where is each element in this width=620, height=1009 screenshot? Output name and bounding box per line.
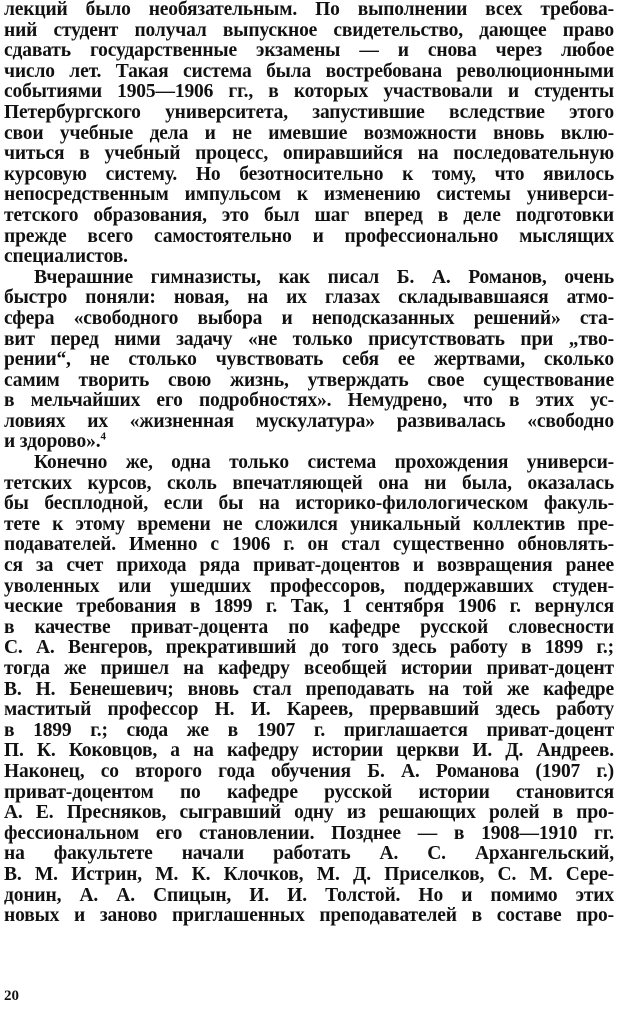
text-line xyxy=(4,0,614,21)
page-number: 20 xyxy=(4,988,19,1004)
text-line xyxy=(4,144,614,165)
text-line-content: бы бесплодной, если бы на историко-филологическом факуль- xyxy=(4,493,614,515)
text-line-content: событиями 1905—1906 гг., в которых участвовали и студенты xyxy=(4,81,614,103)
text-line-content: донин, А. А. Спицын, И. И. Толстой. Но и помимо этих xyxy=(4,884,614,906)
text-line-content: А. Е. Пресняков, сыгравший одну из решающих ролей в про- xyxy=(4,802,614,824)
text-line xyxy=(4,309,614,330)
text-line-content: вит перед ними задачу «не только присутствовать при „тво- xyxy=(4,328,614,350)
text-line xyxy=(4,391,614,412)
text-line xyxy=(4,247,614,268)
text-line-content: быстро поняли: новая, на их глазах складывавшаяся атмо- xyxy=(4,287,614,309)
text-line xyxy=(4,124,614,145)
text-line xyxy=(4,206,614,227)
text-line xyxy=(4,371,614,392)
text-line xyxy=(4,494,614,515)
page-text xyxy=(4,0,614,927)
text-line xyxy=(4,886,614,907)
text-line xyxy=(4,288,614,309)
text-line-content: сфера «свободного выбора и неподсказанных решений» ста- xyxy=(4,307,614,329)
text-line xyxy=(4,700,614,721)
text-line-content: читься в учебный процесс, опиравшийся на последовательную xyxy=(4,143,614,165)
text-line-content: маститый профессор Н. И. Кареев, прервавший здесь работу xyxy=(4,699,614,721)
text-line-content: лекций было необязательным. По выполнении всех требова- xyxy=(4,0,614,20)
text-line xyxy=(4,227,614,248)
text-line-content: В. М. Истрин, М. К. Клочков, М. Д. Приселков, С. М. Сере- xyxy=(4,863,614,885)
text-line xyxy=(4,62,614,83)
text-line xyxy=(4,556,614,577)
text-line-content: С. А. Венгеров, прекративший до того здесь работу в 1899 г.; xyxy=(4,637,614,659)
text-line xyxy=(4,535,614,556)
text-line-content: тетских курсов, сколь впечатляющей она ни была, оказалась xyxy=(4,472,614,494)
text-line-content: Вчерашние гимназисты, как писал Б. А. Романов, очень xyxy=(34,266,614,288)
text-line-content: ся за счет прихода ряда приват-доцентов и возвращения ранее xyxy=(4,555,614,577)
text-line xyxy=(4,268,614,289)
text-line xyxy=(4,185,614,206)
text-line-content: и здорово». xyxy=(4,431,101,453)
text-line-content: П. К. Коковцов, а на кафедру истории церкви И. Д. Андреев. xyxy=(4,740,614,762)
text-line-content: ний студент получал выпускное свидетельство, дающее право xyxy=(4,19,614,41)
text-line xyxy=(4,659,614,680)
text-line-content: число лет. Такая система была востребована революционными xyxy=(4,60,614,82)
text-line xyxy=(4,844,614,865)
text-line xyxy=(4,330,614,351)
text-line-content: самим творить свою жизнь, утверждать свое существование xyxy=(4,369,614,391)
text-line-content: тете к этому времени не сложился уникальный коллектив пре- xyxy=(4,513,614,535)
text-line xyxy=(4,741,614,762)
text-line xyxy=(4,432,614,453)
text-line-content: рении“, не столько чувствовать себя ее жертвами, сколько xyxy=(4,349,614,371)
paragraph xyxy=(4,268,614,453)
text-line xyxy=(4,906,614,927)
paragraph xyxy=(4,0,614,268)
text-line xyxy=(4,82,614,103)
text-line-content: Петербургского университета, запустившие вследствие этого xyxy=(4,101,614,123)
text-line-content: Наконец, со второго года обучения Б. А. Романова (1907 г.) xyxy=(4,760,614,782)
text-line-content: Конечно же, одна только система прохождения универси- xyxy=(34,452,614,474)
text-line xyxy=(4,474,614,495)
text-line xyxy=(4,618,614,639)
text-line-content: в 1899 г.; сюда же в 1907 г. приглашается приват-доцент xyxy=(4,719,614,741)
text-line-content: подавателей. Именно с 1906 г. он стал существенно обновлять- xyxy=(4,534,614,556)
text-line-content: непосредственным импульсом к изменению системы универси- xyxy=(4,184,614,206)
text-line xyxy=(4,515,614,536)
text-line-content: фессиональном его становлении. Позднее — в 1908—1910 гг. xyxy=(4,822,614,844)
text-line xyxy=(4,165,614,186)
text-line-content: новых и заново приглашенных преподавателей в составе про- xyxy=(4,905,614,927)
footnote-reference[interactable]: 4 xyxy=(100,430,106,443)
text-line xyxy=(4,721,614,742)
text-line-content: приват-доцентом по кафедре русской истории становится xyxy=(4,781,614,803)
text-line xyxy=(4,597,614,618)
text-line xyxy=(4,103,614,124)
text-line-content: тетского образования, это был шаг вперед в деле подготовки xyxy=(4,204,614,226)
text-line xyxy=(4,638,614,659)
text-line xyxy=(4,762,614,783)
text-line xyxy=(4,350,614,371)
text-line-content: ческие требования в 1899 г. Так, 1 сентября 1906 г. вернулся xyxy=(4,596,614,618)
text-line-content: свои учебные дела и не имевшие возможности вновь вклю- xyxy=(4,122,614,144)
paragraph xyxy=(4,453,614,927)
text-line xyxy=(4,577,614,598)
text-line-content: тогда же пришел на кафедру всеобщей истории приват-доцент xyxy=(4,658,614,679)
text-line xyxy=(4,21,614,42)
text-line-content: в мельчайших его подробностях». Немудрено, что в этих ус- xyxy=(4,390,614,412)
text-line xyxy=(4,783,614,804)
text-line xyxy=(4,865,614,886)
text-line-content: уволенных или ушедших профессоров, поддержавших студен- xyxy=(4,575,614,597)
text-line-content: В. Н. Бенешевич; вновь стал преподавать на той же кафедре xyxy=(4,678,614,700)
text-line-content: курсовую систему. Но безотносительно к тому, что явилось xyxy=(4,163,614,185)
text-line xyxy=(4,41,614,62)
text-line xyxy=(4,453,614,474)
text-line xyxy=(4,824,614,845)
text-line-content: на факультете начали работать А. С. Архангельский, xyxy=(4,843,614,865)
text-line-content: в качестве приват-доцента по кафедре русской словесности xyxy=(4,616,614,638)
text-line xyxy=(4,803,614,824)
text-line-content: сдавать государственные экзамены — и снова через любое xyxy=(4,40,614,62)
text-line xyxy=(4,680,614,701)
text-line-content: прежде всего самостоятельно и профессионально мыслящих xyxy=(4,225,614,247)
text-line xyxy=(4,412,614,433)
text-line-content: специалистов. xyxy=(4,246,128,268)
text-line-content: ловиях их «жизненная мускулатура» развивалась «свободно xyxy=(4,410,614,432)
